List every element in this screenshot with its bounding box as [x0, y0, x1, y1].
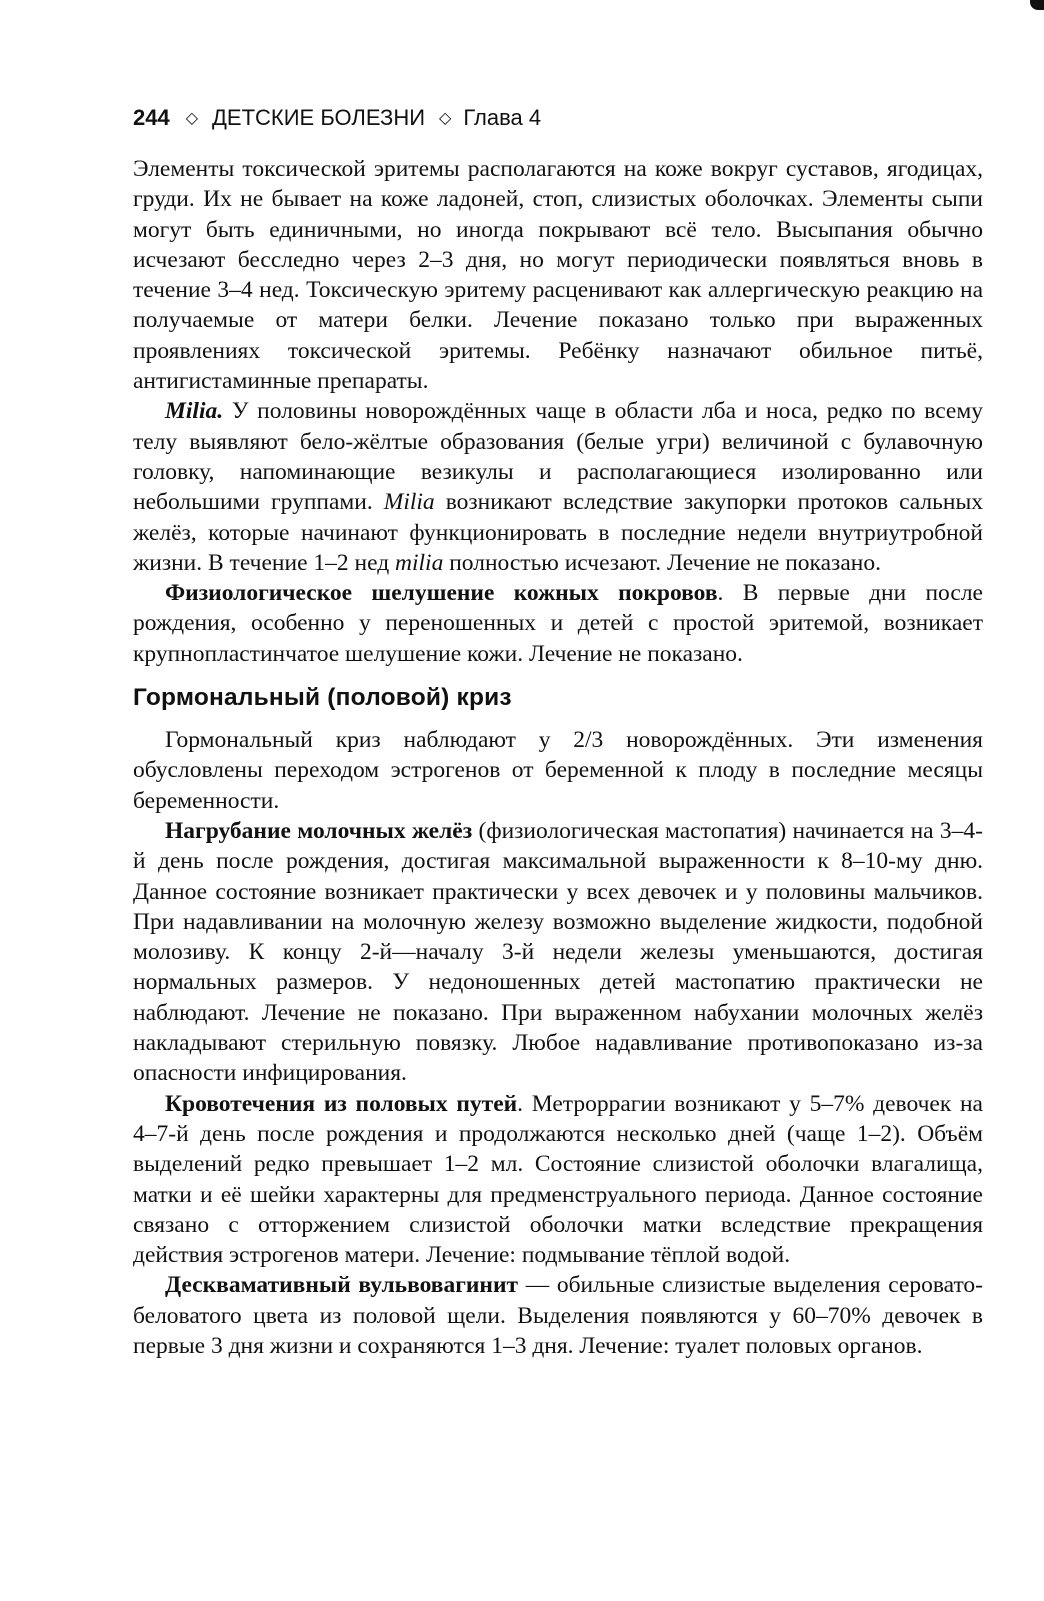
paragraph-hormonal-crisis: Гормональный криз наблюдают у 2/3 новорождённых. Эти изменения обусловлены переходом эстрогенов от беременной к плоду в последние месяцы беременности.	[133, 727, 983, 814]
chapter-label: Глава 4	[463, 105, 542, 130]
paragraph-bleeding: Кровотечения из половых путей. Метроррагии возникают у 5–7% девочек на 4–7-й день после рождения и продолжаются несколько дней (чаще 1–2). Объём выделений редко превышает 1–2 мл. Состояние слизистой оболочки влагалища, матки и её шейки характерны для предменструального периода. Данное состояние связано с отторжением слизистой оболочки матки вследствие прекращения действия эстрогенов матери. Лечение: подмывание тёплой водой.	[133, 1090, 983, 1269]
paragraph-milia: Milia. У половины новорождённых чаще в области лба и носа, редко по всему телу выявляют бело-жёлтые образования (белые угри) величиной с булавочную головку, напоминающие везикулы и располагающиеся изолированно или небольшими группами. Milia возникают вследствие закупорки протоков сальных желёз, которые начинают функционировать в последние недели внутриутробной жизни. В течение 1–2 нед milia полностью исчезают. Лечение не показано.	[133, 398, 983, 576]
term-peeling: Физиологическое шелушение кожных покровов	[165, 580, 718, 607]
term-breast-engorgement: Нагрубание молочных желёз	[165, 817, 473, 844]
section-heading: Гормональный (половой) криз	[133, 684, 512, 712]
paragraph-breast-engorgement: Нагрубание молочных желёз (физиологическая мастопатия) начинается на 3–4-й день после рождения, достигая максимальной выраженности к 8–10-му дню. Данное состояние возникает практически у всех девочек и у половины мальчиков. При надавливании на молочную железу возможно выделение жидкости, подобной молозиву. К концу 2-й—началу 3-й недели железы уменьшаются, достигая нормальных размеров. У недоношенных детей мастопатию практически не наблюдают. Лечение не показано. При выраженном набухании молочных желёз накладывают стерильную повязку. Любое надавливание противопоказано из-за опасности инфицирования.	[133, 817, 984, 1087]
diamond-icon: ◇	[185, 110, 199, 127]
term-bleeding: Кровотечения из половых путей	[165, 1090, 518, 1117]
book-title: ДЕТСКИЕ БОЛЕЗНИ	[212, 105, 426, 130]
paragraph-toxic-erythema: Элементы токсической эритемы располагаются на коже вокруг суставов, ягодицах, груди. Их не бывает на коже ладоней, стоп, слизистых оболочках. Элементы сыпи могут быть единичными, но иногда покрывают всё тело. Высыпания обычно исчезают бесследно через 2–3 дня, но могут периодически появляться вновь в течение 3–4 нед. Токсическую эритему расценивают как аллергическую реакцию на получаемые от матери белки. Лечение показано только при выраженных проявлениях токсической эритемы. Ребёнку назначают обильное питьё, антигистаминные препараты.	[133, 156, 983, 395]
page-body	[133, 154, 983, 1361]
running-header	[133, 104, 541, 135]
diamond-icon: ◇	[439, 110, 452, 127]
term-milia-inline-2: milia	[395, 549, 444, 576]
page-number: 244	[133, 105, 170, 130]
term-milia: Milia.	[165, 398, 224, 425]
paragraph-vulvovaginitis: Десквамативный вульвовагинит — обильные слизистые выделения серовато-беловатого цвета из половой щели. Выделения появляются у 60–70% девочек в первые 3 дня жизни и сохраняются 1–3 дня. Лечение: туалет половых органов.	[133, 1272, 983, 1359]
scan-corner-mark	[1030, 0, 1044, 10]
term-vulvovaginitis: Десквамативный вульвовагинит	[165, 1272, 519, 1299]
term-milia-inline: Milia	[383, 489, 435, 516]
paragraph-peeling: Физиологическое шелушение кожных покровов. В первые дни после рождения, особенно у переношенных и детей с простой эритемой, возникает крупнопластинчатое шелушение кожи. Лечение не показано.	[133, 580, 983, 667]
